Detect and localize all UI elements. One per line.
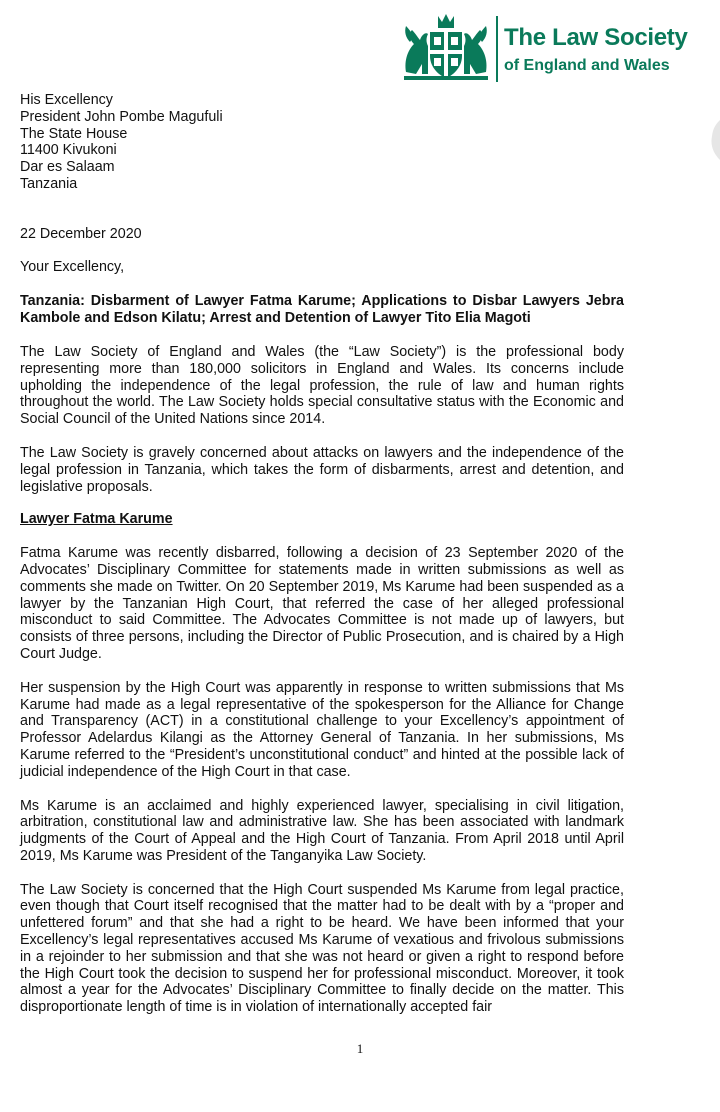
section-paragraph: Fatma Karume was recently disbarred, following a decision of 23 September 2020 of the Advocates’ Disciplinary Committee for statements made in written submissions as well as comments she made on Twitter. On 20 September 2019, Ms Karume had been suspended as a lawyer by the Tanzanian High Court, that referred the case of her alleged professional misconduct to said Committee. The Advocates Committee is not made up of lawyers, but consists of three persons, including the Director of Public Prosecution, and is chaired by a High Court Judge. — [20, 545, 624, 662]
law-society-crest-icon — [400, 12, 492, 84]
logo-divider — [496, 16, 498, 82]
address-line: Tanzania — [20, 175, 78, 192]
recipient-address — [20, 92, 624, 193]
intro-paragraph: The Law Society of England and Wales (the “Law Society”) is the professional body representing more than 180,000 solicitors in England and Wales. Its concerns include upholding the independence of the legal profession, the rule of law and human rights throughout the world. The Law Society holds special consultative status with the Economic and Social Council of the United Nations since 2014. — [20, 343, 624, 428]
page-curl-decoration — [706, 120, 720, 160]
section-heading: Lawyer Fatma Karume — [20, 511, 173, 528]
section-paragraph: Ms Karume is an acclaimed and highly experienced lawyer, specialising in civil litigation, arbitration, constitutional law and administrative law. She has been associated with landmark judgments of the Court of Appeal and the High Court of Tanzania. From April 2018 until April 2019, Ms Karume was President of the Tanganyika Law Society. — [20, 797, 624, 864]
subject-line: Tanzania: Disbarment of Lawyer Fatma Karume; Applications to Disbar Lawyers Jebra Kambole and Edson Kilatu; Arrest and Detention of Lawyer Tito Elia Magoti — [20, 293, 624, 327]
address-line: His Excellency — [20, 92, 113, 108]
letter-date: 22 December 2020 — [20, 225, 142, 242]
law-society-logo — [400, 12, 700, 88]
section-paragraph: Her suspension by the High Court was apparently in response to written submissions that Ms Karume had made as a legal representative of the spokesperson for the Alliance for Change and Transparency (ACT) in a constitutional challenge to your Excellency’s appointment of Professor Adelardus Kilangi as the Attorney General of Tanzania. In her submissions, Ms Karume referred to the “President’s unconstitutional conduct” and hinted at the possible lack of judicial independence of the High Court in that case. — [20, 679, 624, 780]
address-line: The State House — [20, 125, 128, 142]
page-number: 1 — [356, 1041, 364, 1056]
address-line: 11400 Kivukoni — [20, 142, 117, 159]
intro-paragraph: The Law Society is gravely concerned about attacks on lawyers and the independence of the legal profession in Tanzania, which takes the form of disbarments, arrest and detention, and legislative proposals. — [20, 444, 624, 495]
logo-name: The Law Society — [504, 24, 688, 51]
section-paragraph: The Law Society is concerned that the High Court suspended Ms Karume from legal practice, even though that Court itself recognised that the matter had to be dealt with by a “proper and unfettered forum” and that she had a right to be heard. We have been informed that your Excellency’s legal representatives accused Ms Karume of vexatious and frivolous submissions in a rejoinder to her submission and that she was not heard or given a right to respond before the High Court took the decision to suspend her for professional misconduct. Moreover, it took almost a year for the Advocates’ Disciplinary Committee to finally decide on the matter. This disproportionate length of time is in violation of internationally accepted fair — [20, 881, 624, 1016]
address-line: Dar es Salaam — [20, 159, 115, 176]
logo-subtitle: of England and Wales — [504, 57, 670, 74]
salutation: Your Excellency, — [20, 258, 125, 275]
address-line: President John Pombe Magufuli — [20, 108, 223, 125]
letter-body — [20, 92, 624, 1016]
